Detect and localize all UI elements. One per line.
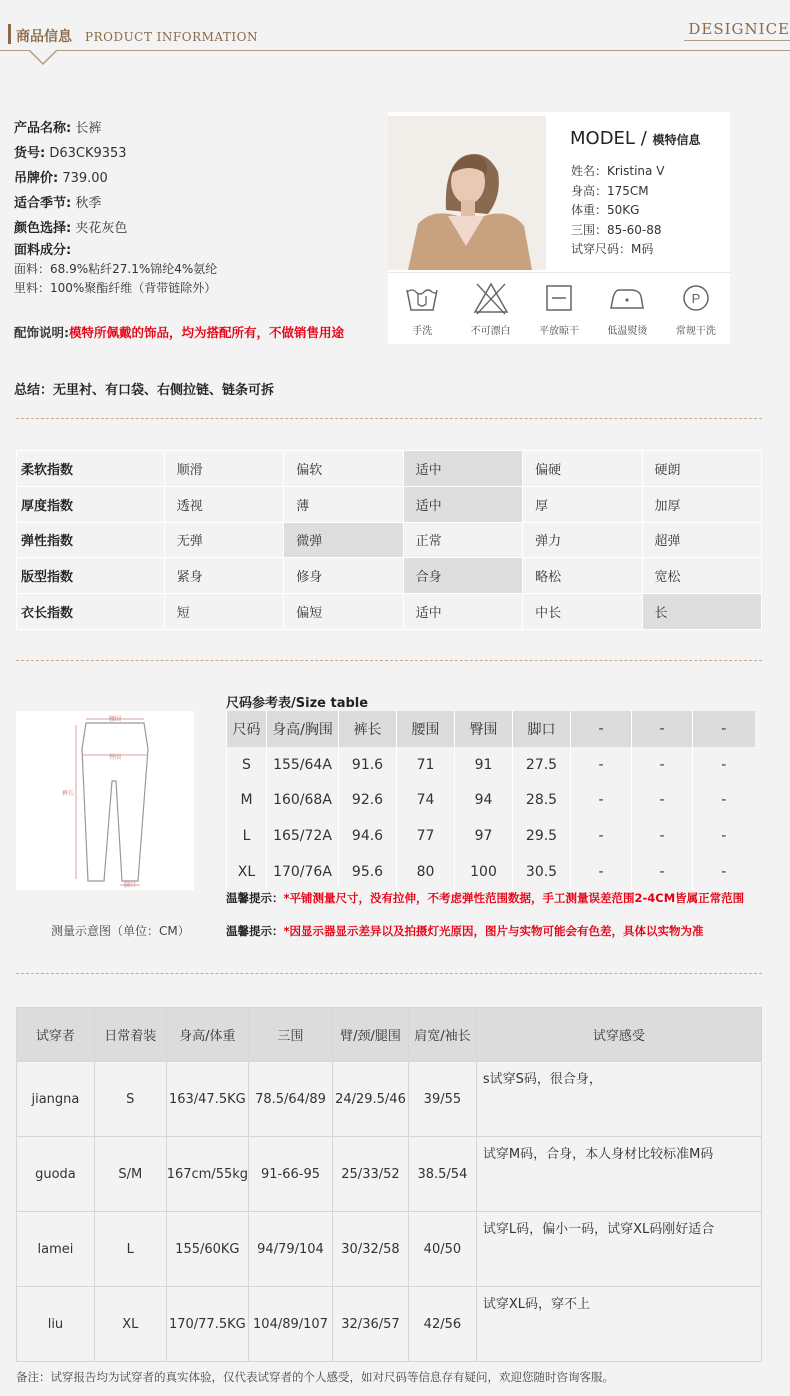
tryon-feedback: 试穿M码，合身，本人身材比较标准M码 <box>476 1137 761 1212</box>
size-cell: 74 <box>397 783 455 819</box>
svg-text:P: P <box>691 291 701 306</box>
size-header-row <box>227 711 755 747</box>
size-cell: 160/68A <box>267 783 339 819</box>
product-price: 739.00 <box>62 171 108 186</box>
size-cell: 29.5 <box>513 818 571 854</box>
tryon-cell: jiangna <box>17 1062 95 1137</box>
size-header-cell: 身高/胸围 <box>267 711 339 747</box>
model-photo <box>388 116 546 270</box>
fabric-index-table <box>16 450 762 630</box>
size-row <box>227 818 755 854</box>
size-cell: 94.6 <box>339 818 397 854</box>
size-cell: 27.5 <box>513 747 571 783</box>
care-no-bleach: 不可漂白 <box>456 274 524 344</box>
fabric-info: 面料成分: 面料：68.9%粘纤27.1%锦纶4%氨纶 里料：100%聚酯纤维（背带链除外） <box>14 241 217 298</box>
tryon-cell: 24/29.5/46 <box>332 1062 408 1137</box>
divider-2 <box>16 660 762 661</box>
product-season: 秋季 <box>75 196 102 211</box>
tryon-feedback: 试穿XL码，穿不上 <box>476 1287 761 1362</box>
index-row <box>17 451 762 487</box>
header-rule-right <box>684 40 790 41</box>
index-cell: 紧身 <box>164 558 283 594</box>
size-tip-2: 温馨提示：*因显示器显示差异以及拍摄灯光原因，图片与实物可能会有色差，具体以实物为准 <box>226 924 704 938</box>
index-cell-selected: 长 <box>642 594 761 630</box>
index-cell: 硬朗 <box>642 451 761 487</box>
index-cell: 薄 <box>284 486 403 522</box>
size-cell: 91.6 <box>339 747 397 783</box>
index-cell: 修身 <box>284 558 403 594</box>
size-table <box>226 711 755 890</box>
measure-caption: 测量示意图（单位：CM） <box>51 924 190 938</box>
size-header-cell: 脚口 <box>513 711 571 747</box>
index-cell: 偏软 <box>284 451 403 487</box>
size-cell: - <box>632 818 693 854</box>
tryon-cell: guoda <box>17 1137 95 1212</box>
header-accent-bar <box>8 24 11 44</box>
index-key: 弹性指数 <box>17 522 165 558</box>
model-divider <box>388 272 730 273</box>
size-cell: 95.6 <box>339 854 397 890</box>
size-cell: 100 <box>455 854 513 890</box>
index-cell: 短 <box>164 594 283 630</box>
fabric-lining: 里料：100%聚酯纤维（背带链除外） <box>14 281 217 295</box>
svg-text:裤长: 裤长 <box>61 790 74 797</box>
size-header-cell: - <box>571 711 632 747</box>
index-cell: 加厚 <box>642 486 761 522</box>
size-cell: 165/72A <box>267 818 339 854</box>
size-cell: - <box>571 854 632 890</box>
tryon-cell: 25/33/52 <box>332 1137 408 1212</box>
index-cell-selected: 适中 <box>403 451 522 487</box>
size-cell: 80 <box>397 854 455 890</box>
care-icons <box>388 274 730 344</box>
divider-3 <box>16 973 762 974</box>
size-tip-1: 温馨提示：*平铺测量尺寸，没有拉伸，不考虑弹性范围数据，手工测量误差范围2-4CM皆属正常范围 <box>226 891 745 905</box>
tryon-cell: 167cm/55kg <box>166 1137 248 1212</box>
size-cell: - <box>571 747 632 783</box>
index-row <box>17 486 762 522</box>
tryon-header-cell: 试穿感受 <box>476 1008 761 1062</box>
tryon-cell: 94/79/104 <box>249 1212 333 1287</box>
index-cell-selected: 适中 <box>403 486 522 522</box>
index-row <box>17 594 762 630</box>
svg-text:腰围: 腰围 <box>108 716 122 723</box>
tryon-cell: 91-66-95 <box>249 1137 333 1212</box>
accessory-note: 配饰说明:模特所佩戴的饰品，均为搭配所有，不做销售用途 <box>14 325 345 340</box>
dry-flat-icon <box>539 280 579 316</box>
size-cell: - <box>632 783 693 819</box>
size-cell: 155/64A <box>267 747 339 783</box>
size-cell: XL <box>227 854 267 890</box>
tryon-cell: 40/50 <box>408 1212 476 1287</box>
header-rule <box>0 50 790 51</box>
tryon-cell: liu <box>17 1287 95 1362</box>
tryon-header-cell: 试穿者 <box>17 1008 95 1062</box>
size-cell: - <box>571 818 632 854</box>
no-bleach-icon <box>471 280 511 316</box>
size-header-cell: - <box>632 711 693 747</box>
index-key: 厚度指数 <box>17 486 165 522</box>
size-cell: 77 <box>397 818 455 854</box>
index-row <box>17 522 762 558</box>
section-title-cn: 商品信息 <box>16 29 72 45</box>
tryon-cell: L <box>94 1212 166 1287</box>
care-low-iron: 低温熨烫 <box>593 274 661 344</box>
size-cell: - <box>632 747 693 783</box>
size-cell: 92.6 <box>339 783 397 819</box>
size-row <box>227 783 755 819</box>
hand-wash-icon <box>402 280 442 316</box>
tryon-cell: S <box>94 1062 166 1137</box>
size-cell: L <box>227 818 267 854</box>
size-cell: - <box>693 818 755 854</box>
index-cell: 正常 <box>403 522 522 558</box>
product-name: 长裤 <box>75 121 102 136</box>
size-cell: - <box>571 783 632 819</box>
tryon-header-cell: 身高/体重 <box>166 1008 248 1062</box>
tryon-cell: 155/60KG <box>166 1212 248 1287</box>
care-dry-flat: 平放晾干 <box>525 274 593 344</box>
index-cell: 顺滑 <box>164 451 283 487</box>
size-cell: 71 <box>397 747 455 783</box>
size-header-cell: 臀围 <box>455 711 513 747</box>
tryon-header-cell: 臂/颈/腿围 <box>332 1008 408 1062</box>
index-cell: 弹力 <box>523 522 642 558</box>
tryon-row <box>17 1137 762 1212</box>
care-hand-wash: 手洗 <box>388 274 456 344</box>
tryon-cell: 78.5/64/89 <box>249 1062 333 1137</box>
tryon-header-cell: 三围 <box>249 1008 333 1062</box>
tryon-cell: 42/56 <box>408 1287 476 1362</box>
svg-text:臀围: 臀围 <box>108 754 122 761</box>
index-cell: 厚 <box>523 486 642 522</box>
index-cell: 透视 <box>164 486 283 522</box>
header-pointer-inner <box>30 50 56 63</box>
summary: 总结：无里衬、有口袋、右侧拉链、链条可拆 <box>14 383 275 398</box>
tryon-cell: lamei <box>17 1212 95 1287</box>
index-cell: 适中 <box>403 594 522 630</box>
index-cell: 中长 <box>523 594 642 630</box>
size-header-cell: 尺码 <box>227 711 267 747</box>
size-cell: 30.5 <box>513 854 571 890</box>
size-header-cell: - <box>693 711 755 747</box>
tryon-row <box>17 1212 762 1287</box>
tryon-feedback: s试穿S码，很合身， <box>476 1062 761 1137</box>
size-cell: 170/76A <box>267 854 339 890</box>
index-cell-selected: 微弹 <box>284 522 403 558</box>
size-row <box>227 747 755 783</box>
model-details: 姓名：Kristina V 身高：175CM 体重：50KG 三围：85-60-88 试穿尺码：M码 <box>571 164 665 256</box>
product-color: 夹花灰色 <box>75 221 128 236</box>
tryon-header-cell: 日常着装 <box>94 1008 166 1062</box>
size-cell: 97 <box>455 818 513 854</box>
divider-1 <box>16 418 762 419</box>
tryon-cell: 104/89/107 <box>249 1287 333 1362</box>
index-cell: 略松 <box>523 558 642 594</box>
product-info: 产品名称: 长裤 货号: D63CK9353 吊牌价: 739.00 适合季节: 秋季 颜色选择: 夹花灰色 <box>14 121 128 236</box>
index-row <box>17 558 762 594</box>
size-table-title: 尺码参考表/Size table <box>226 696 369 711</box>
size-header-cell: 腰围 <box>397 711 455 747</box>
size-row <box>227 854 755 890</box>
index-cell: 超弹 <box>642 522 761 558</box>
size-cell: - <box>693 783 755 819</box>
tryon-cell: 163/47.5KG <box>166 1062 248 1137</box>
tryon-row <box>17 1287 762 1362</box>
size-cell: - <box>632 854 693 890</box>
size-cell: 94 <box>455 783 513 819</box>
dry-clean-icon <box>676 280 716 316</box>
size-cell: 91 <box>455 747 513 783</box>
size-header-cell: 裤长 <box>339 711 397 747</box>
index-key: 柔软指数 <box>17 451 165 487</box>
tryon-cell: 38.5/54 <box>408 1137 476 1212</box>
tryon-row <box>17 1062 762 1137</box>
tryon-cell: 30/32/58 <box>332 1212 408 1287</box>
tryon-feedback: 试穿L码，偏小一码，试穿XL码刚好适合 <box>476 1212 761 1287</box>
measure-diagram <box>16 711 194 890</box>
size-cell: - <box>693 747 755 783</box>
size-cell: 28.5 <box>513 783 571 819</box>
svg-text:脚口: 脚口 <box>123 882 137 889</box>
index-cell: 偏硬 <box>523 451 642 487</box>
index-cell-selected: 合身 <box>403 558 522 594</box>
tryon-table <box>16 1007 762 1362</box>
model-title: MODEL / 模特信息 <box>570 128 701 149</box>
low-iron-icon <box>607 280 647 316</box>
index-key: 衣长指数 <box>17 594 165 630</box>
product-sku: D63CK9353 <box>49 146 127 161</box>
care-dry-clean: P 常规干洗 <box>662 274 730 344</box>
tryon-cell: S/M <box>94 1137 166 1212</box>
tryon-cell: 32/36/57 <box>332 1287 408 1362</box>
size-cell: - <box>693 854 755 890</box>
index-key: 版型指数 <box>17 558 165 594</box>
brand-name: DESIGNICE <box>688 20 790 38</box>
index-cell: 宽松 <box>642 558 761 594</box>
index-cell: 无弹 <box>164 522 283 558</box>
fabric-outer: 面料：68.9%粘纤27.1%锦纶4%氨纶 <box>14 262 218 276</box>
index-cell: 偏短 <box>284 594 403 630</box>
tryon-cell: 39/55 <box>408 1062 476 1137</box>
size-cell: S <box>227 747 267 783</box>
section-title-en: PRODUCT INFORMATION <box>85 30 258 44</box>
size-cell: M <box>227 783 267 819</box>
tryon-header-row <box>17 1008 762 1062</box>
tryon-cell: 170/77.5KG <box>166 1287 248 1362</box>
tryon-cell: XL <box>94 1287 166 1362</box>
tryon-header-cell: 肩宽/袖长 <box>408 1008 476 1062</box>
tryon-note: 备注：试穿报告均为试穿者的真实体验，仅代表试穿者的个人感受，如对尺码等信息存有疑问，欢迎您随时咨询客服。 <box>16 1370 614 1384</box>
